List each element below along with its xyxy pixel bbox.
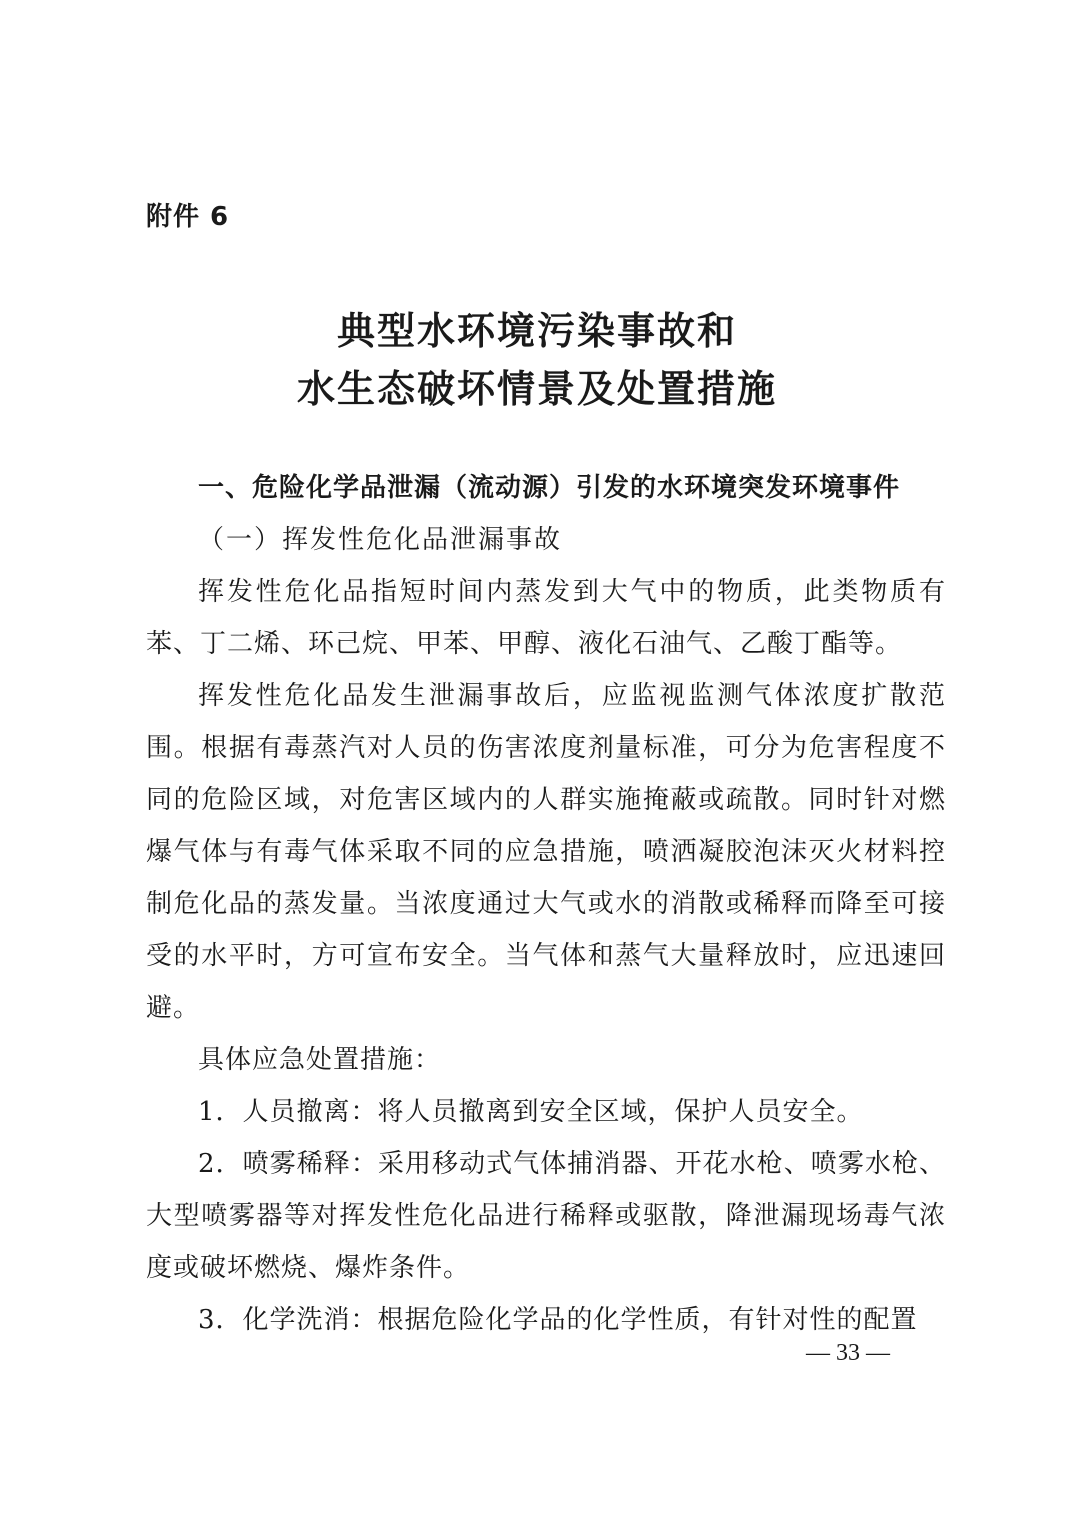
paragraph-definition: 挥发性危化品指短时间内蒸发到大气中的物质，此类物质有苯、丁二烯、环己烷、甲苯、甲醇、液化石油气、乙酸丁酯等。 [146,577,946,659]
list-item-spray-dilution: 2．喷雾稀释：采用移动式气体捕消器、开花水枪、喷雾水枪、大型喷雾器等对挥发性危化品进行稀释或驱散，降泄漏现场毒气浓度或破坏燃烧、爆炸条件。 [146,1149,946,1283]
list-item-evacuation: 1．人员撤离：将人员撤离到安全区域，保护人员安全。 [198,1097,864,1127]
page-number: — 33 — [806,1340,890,1366]
list-item-chemical-decontamination: 3．化学洗消：根据危险化学品的化学性质，有针对性的配置 [198,1305,918,1335]
document-title-line-2: 水生态破坏情景及处置措施 [296,366,777,411]
document-title-line-1: 典型水环境污染事故和 [336,308,737,353]
document-body [146,462,946,1346]
paragraph-measures-intro: 具体应急处置措施： [198,1045,442,1075]
paragraph-response: 挥发性危化品发生泄漏事故后，应监视监测气体浓度扩散范围。根据有毒蒸汽对人员的伤害浓度剂量标准，可分为危害程度不同的危险区域，对危害区域内的人群实施掩蔽或疏散。同时针对燃爆气体与有毒气体采取不同的应急措施，喷洒凝胶泡沫灭火材料控制危化品的蒸发量。当浓度通过大气或水的消散或稀释而降至可接受的水平时，方可宣布安全。当气体和蒸气大量释放时，应迅速回避。 [146,681,946,1023]
section-heading-1: 一、危险化学品泄漏（流动源）引发的水环境突发环境事件 [198,473,901,503]
attachment-label: 附件 6 [146,202,230,232]
section-heading-2: （一）挥发性危化品泄漏事故 [198,525,563,555]
